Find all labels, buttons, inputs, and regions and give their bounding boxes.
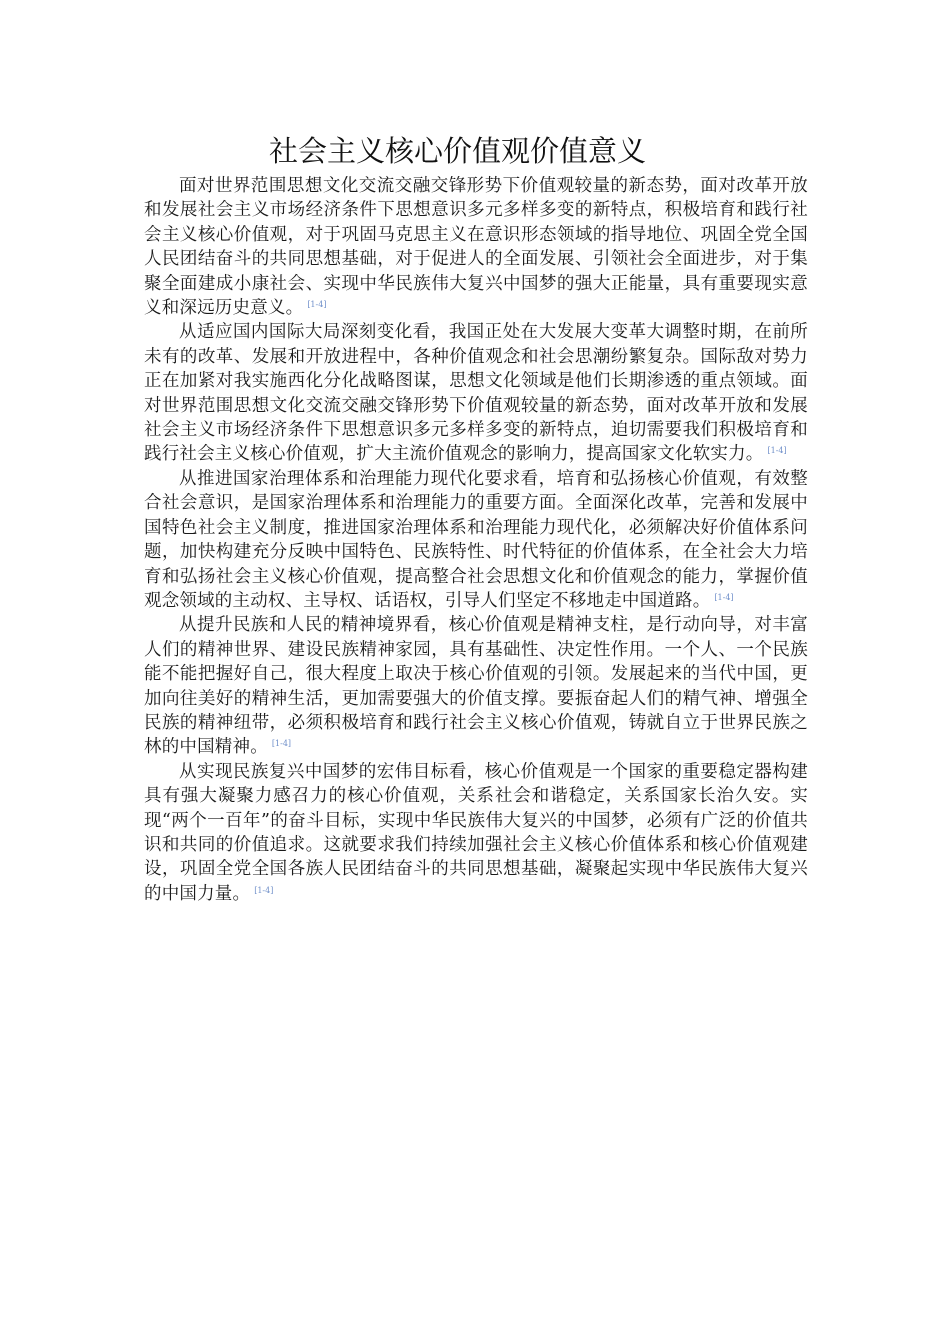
paragraph-2 <box>144 320 808 466</box>
paragraph-text: 从提升民族和人民的精神境界看，核心价值观是精神支柱，是行动向导，对丰富人们的精神世界、建设民族精神家园，具有基础性、决定性作用。一个人、一个民族能不能把握好自己，很大程度上取决于核心价值观的引领。发展起来的当代中国，更加向往美好的精神生活，更加需要强大的价值支撑。要振奋起人们的精气神、增强全民族的精神纽带，必须积极培育和践行社会主义核心价值观，铸就自立于世界民族之林的中国精神。 <box>144 615 808 758</box>
citation-link[interactable]: [1-4] <box>767 446 787 456</box>
paragraph-3 <box>144 467 808 613</box>
document-title: 社会主义核心价值观价值意义 <box>268 134 646 168</box>
document-body <box>144 174 808 906</box>
citation-link[interactable]: [1-4] <box>714 592 734 602</box>
paragraph-text: 从适应国内国际大局深刻变化看，我国正处在大发展大变革大调整时期，在前所未有的改革、发展和开放进程中，各种价值观念和社会思潮纷繁复杂。国际敌对势力正在加紧对我实施西化分化战略图谋，思想文化领域是他们长期渗透的重点领域。面对世界范围思想文化交流交融交锋形势下价值观较量的新态势，面对改革开放和发展社会主义市场经济条件下思想意识多元多样多变的新特点，迫切需要我们积极培育和践行社会主义核心价值观，扩大主流价值观念的影响力，提高国家文化软实力。 <box>144 322 808 465</box>
citation-link[interactable]: [1-4] <box>271 739 292 749</box>
paragraph-text: 面对世界范围思想文化交流交融交锋形势下价值观较量的新态势，面对改革开放和发展社会主义市场经济条件下思想意识多元多样多变的新特点，积极培育和践行社会主义核心价值观，对于巩固马克思主义在意识形态领域的指导地位、巩固全党全国人民团结奋斗的共同思想基础，对于促进人的全面发展、引领社会全面进步，对于集聚全面建成小康社会、实现中华民族伟大复兴中国梦的强大正能量，具有重要现实意义和深远历史意义。 <box>144 176 808 319</box>
citation-link[interactable]: [1-4] <box>254 885 274 895</box>
citation-link[interactable]: [1-4] <box>307 300 327 310</box>
paragraph-1 <box>144 174 808 320</box>
paragraph-5 <box>144 760 808 906</box>
paragraph-4 <box>144 613 808 759</box>
paragraph-text: 从实现民族复兴中国梦的宏伟目标看，核心价值观是一个国家的重要稳定器构建具有强大凝聚力感召力的核心价值观，关系社会和谐稳定，关系国家长治久安。实现“两个一百年”的奋斗目标，实现中华民族伟大复兴的中国梦，必须有广泛的价值共识和共同的价值追求。这就要求我们持续加强社会主义核心价值体系和核心价值观建设，巩固全党全国各族人民团结奋斗的共同思想基础，凝聚起实现中华民族伟大复兴的中国力量。 <box>144 761 808 904</box>
paragraph-text: 从推进国家治理体系和治理能力现代化要求看，培育和弘扬核心价值观，有效整合社会意识，是国家治理体系和治理能力的重要方面。全面深化改革，完善和发展中国特色社会主义制度，推进国家治理体系和治理能力现代化，必须解决好价值体系问题，加快构建充分反映中国特色、民族特性、时代特征的价值体系，在全社会大力培育和弘扬社会主义核心价值观，提高整合社会思想文化和价值观念的能力，掌握价值观念领域的主动权、主导权、话语权，引导人们坚定不移地走中国道路。 <box>144 468 808 611</box>
